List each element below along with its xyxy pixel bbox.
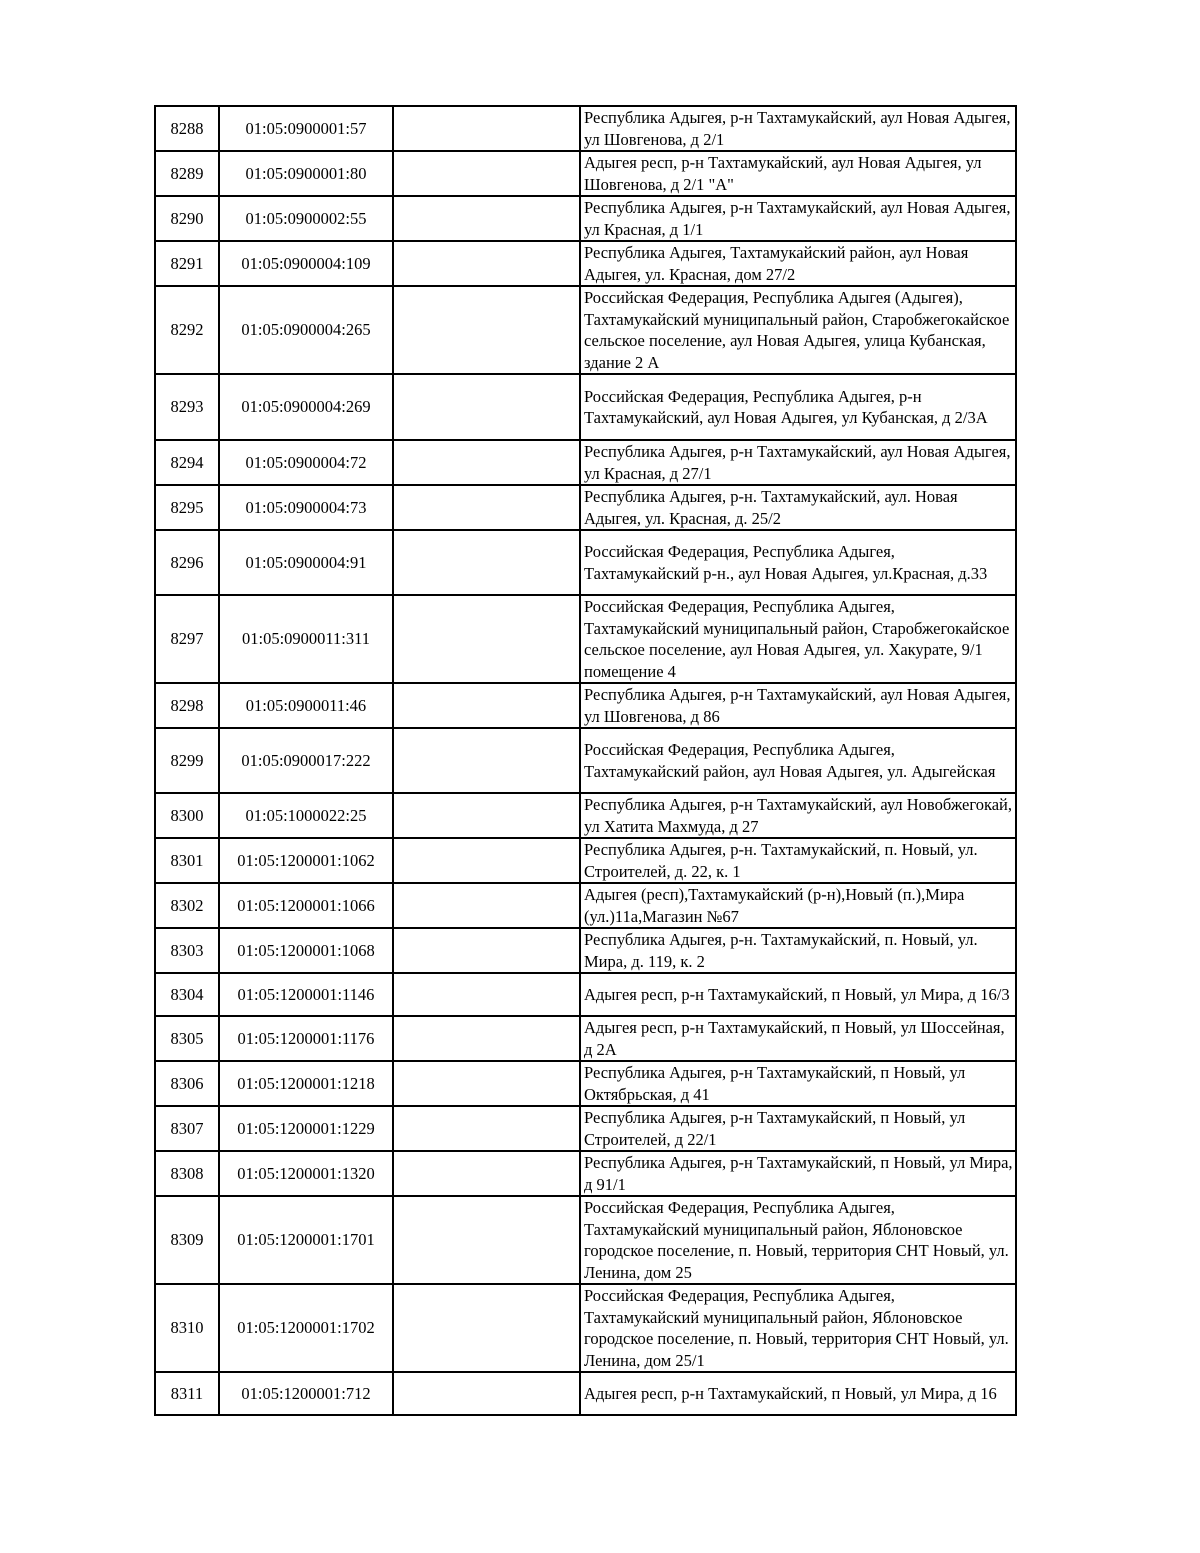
cadastral-number: 01:05:1200001:1320 bbox=[219, 1151, 393, 1196]
cadastral-number: 01:05:1200001:1176 bbox=[219, 1016, 393, 1061]
empty-cell bbox=[393, 1061, 580, 1106]
row-number: 8309 bbox=[155, 1196, 219, 1284]
empty-cell bbox=[393, 728, 580, 793]
row-number: 8302 bbox=[155, 883, 219, 928]
cadastral-number: 01:05:0900004:265 bbox=[219, 286, 393, 374]
cadastral-number: 01:05:0900004:109 bbox=[219, 241, 393, 286]
row-number: 8288 bbox=[155, 106, 219, 151]
cadastral-number: 01:05:1200001:1229 bbox=[219, 1106, 393, 1151]
table-row bbox=[155, 728, 1016, 793]
empty-cell bbox=[393, 485, 580, 530]
empty-cell bbox=[393, 1372, 580, 1415]
address: Республика Адыгея, р-н Тахтамукайский, п Новый, ул Октябрьская, д 41 bbox=[580, 1061, 1016, 1106]
registry-table-body bbox=[155, 106, 1016, 1415]
empty-cell bbox=[393, 374, 580, 440]
table-row bbox=[155, 1151, 1016, 1196]
row-number: 8301 bbox=[155, 838, 219, 883]
row-number: 8296 bbox=[155, 530, 219, 595]
row-number: 8304 bbox=[155, 973, 219, 1016]
cadastral-number: 01:05:1200001:1062 bbox=[219, 838, 393, 883]
empty-cell bbox=[393, 286, 580, 374]
address: Адыгея респ, р-н Тахтамукайский, п Новый, ул Мира, д 16/3 bbox=[580, 973, 1016, 1016]
row-number: 8292 bbox=[155, 286, 219, 374]
table-row bbox=[155, 1061, 1016, 1106]
empty-cell bbox=[393, 196, 580, 241]
address: Адыгея (респ),Тахтамукайский (р-н),Новый (п.),Мира (ул.)11а,Магазин №67 bbox=[580, 883, 1016, 928]
address: Республика Адыгея, р-н Тахтамукайский, аул Новобжегокай, ул Хатита Махмуда, д 27 bbox=[580, 793, 1016, 838]
cadastral-number: 01:05:0900011:46 bbox=[219, 683, 393, 728]
address: Российская Федерация, Республика Адыгея, Тахтамукайский район, аул Новая Адыгея, ул. Адыгейская bbox=[580, 728, 1016, 793]
row-number: 8297 bbox=[155, 595, 219, 683]
empty-cell bbox=[393, 440, 580, 485]
empty-cell bbox=[393, 1284, 580, 1372]
empty-cell bbox=[393, 530, 580, 595]
cadastral-number: 01:05:0900002:55 bbox=[219, 196, 393, 241]
cadastral-number: 01:05:1200001:1066 bbox=[219, 883, 393, 928]
cadastral-number: 01:05:0900004:72 bbox=[219, 440, 393, 485]
table-row bbox=[155, 241, 1016, 286]
empty-cell bbox=[393, 1151, 580, 1196]
address: Республика Адыгея, р-н Тахтамукайский, аул Новая Адыгея, ул Красная, д 27/1 bbox=[580, 440, 1016, 485]
address: Республика Адыгея, р-н Тахтамукайский, аул Новая Адыгея, ул Шовгенова, д 86 bbox=[580, 683, 1016, 728]
address: Российская Федерация, Республика Адыгея, Тахтамукайский р-н., аул Новая Адыгея, ул.Красная, д.33 bbox=[580, 530, 1016, 595]
empty-cell bbox=[393, 928, 580, 973]
empty-cell bbox=[393, 838, 580, 883]
row-number: 8303 bbox=[155, 928, 219, 973]
empty-cell bbox=[393, 683, 580, 728]
address: Адыгея респ, р-н Тахтамукайский, аул Новая Адыгея, ул Шовгенова, д 2/1 "А" bbox=[580, 151, 1016, 196]
table-row bbox=[155, 928, 1016, 973]
empty-cell bbox=[393, 973, 580, 1016]
empty-cell bbox=[393, 151, 580, 196]
table-row bbox=[155, 286, 1016, 374]
table-row bbox=[155, 595, 1016, 683]
cadastral-number: 01:05:1200001:1146 bbox=[219, 973, 393, 1016]
empty-cell bbox=[393, 595, 580, 683]
address: Адыгея респ, р-н Тахтамукайский, п Новый, ул Мира, д 16 bbox=[580, 1372, 1016, 1415]
cadastral-number: 01:05:1200001:1218 bbox=[219, 1061, 393, 1106]
empty-cell bbox=[393, 1106, 580, 1151]
cadastral-number: 01:05:1200001:1701 bbox=[219, 1196, 393, 1284]
row-number: 8311 bbox=[155, 1372, 219, 1415]
cadastral-number: 01:05:1000022:25 bbox=[219, 793, 393, 838]
address: Российская Федерация, Республика Адыгея, Тахтамукайский муниципальный район, Яблоновское городское поселение, п. Новый, территория СНТ Новый, ул. Ленина, дом 25 bbox=[580, 1196, 1016, 1284]
registry-table bbox=[154, 105, 1017, 1416]
address: Республика Адыгея, р-н. Тахтамукайский, п. Новый, ул. Строителей, д. 22, к. 1 bbox=[580, 838, 1016, 883]
table-row bbox=[155, 106, 1016, 151]
address: Республика Адыгея, р-н Тахтамукайский, п Новый, ул Строителей, д 22/1 bbox=[580, 1106, 1016, 1151]
table-row bbox=[155, 1284, 1016, 1372]
empty-cell bbox=[393, 883, 580, 928]
row-number: 8310 bbox=[155, 1284, 219, 1372]
row-number: 8305 bbox=[155, 1016, 219, 1061]
row-number: 8299 bbox=[155, 728, 219, 793]
table-row bbox=[155, 793, 1016, 838]
cadastral-number: 01:05:1200001:712 bbox=[219, 1372, 393, 1415]
address: Российская Федерация, Республика Адыгея, р-н Тахтамукайский, аул Новая Адыгея, ул Кубанская, д 2/3А bbox=[580, 374, 1016, 440]
table-row bbox=[155, 440, 1016, 485]
address: Российская Федерация, Республика Адыгея, Тахтамукайский муниципальный район, Старобжегокайское сельское поселение, аул Новая Адыгея, ул. Хакурате, 9/1 помещение 4 bbox=[580, 595, 1016, 683]
address: Республика Адыгея, р-н. Тахтамукайский, аул. Новая Адыгея, ул. Красная, д. 25/2 bbox=[580, 485, 1016, 530]
address: Республика Адыгея, Тахтамукайский район, аул Новая Адыгея, ул. Красная, дом 27/2 bbox=[580, 241, 1016, 286]
row-number: 8306 bbox=[155, 1061, 219, 1106]
table-row bbox=[155, 374, 1016, 440]
table-row bbox=[155, 485, 1016, 530]
address: Российская Федерация, Республика Адыгея (Адыгея), Тахтамукайский муниципальный район, Старобжегокайское сельское поселение, аул Новая Адыгея, улица Кубанская, здание 2 А bbox=[580, 286, 1016, 374]
row-number: 8291 bbox=[155, 241, 219, 286]
row-number: 8307 bbox=[155, 1106, 219, 1151]
cadastral-number: 01:05:0900017:222 bbox=[219, 728, 393, 793]
row-number: 8294 bbox=[155, 440, 219, 485]
cadastral-number: 01:05:0900001:80 bbox=[219, 151, 393, 196]
table-row bbox=[155, 838, 1016, 883]
row-number: 8308 bbox=[155, 1151, 219, 1196]
cadastral-number: 01:05:0900004:73 bbox=[219, 485, 393, 530]
address: Российская Федерация, Республика Адыгея, Тахтамукайский муниципальный район, Яблоновское городское поселение, п. Новый, территория СНТ Новый, ул. Ленина, дом 25/1 bbox=[580, 1284, 1016, 1372]
row-number: 8300 bbox=[155, 793, 219, 838]
address: Республика Адыгея, р-н Тахтамукайский, п Новый, ул Мира, д 91/1 bbox=[580, 1151, 1016, 1196]
cadastral-number: 01:05:0900004:269 bbox=[219, 374, 393, 440]
empty-cell bbox=[393, 106, 580, 151]
empty-cell bbox=[393, 793, 580, 838]
table-row bbox=[155, 1016, 1016, 1061]
row-number: 8289 bbox=[155, 151, 219, 196]
row-number: 8290 bbox=[155, 196, 219, 241]
address: Адыгея респ, р-н Тахтамукайский, п Новый, ул Шоссейная, д 2А bbox=[580, 1016, 1016, 1061]
address: Республика Адыгея, р-н. Тахтамукайский, п. Новый, ул. Мира, д. 119, к. 2 bbox=[580, 928, 1016, 973]
empty-cell bbox=[393, 1016, 580, 1061]
table-row bbox=[155, 973, 1016, 1016]
cadastral-number: 01:05:0900011:311 bbox=[219, 595, 393, 683]
row-number: 8293 bbox=[155, 374, 219, 440]
cadastral-number: 01:05:1200001:1068 bbox=[219, 928, 393, 973]
table-row bbox=[155, 1196, 1016, 1284]
table-row bbox=[155, 683, 1016, 728]
row-number: 8295 bbox=[155, 485, 219, 530]
cadastral-number: 01:05:0900001:57 bbox=[219, 106, 393, 151]
cadastral-number: 01:05:1200001:1702 bbox=[219, 1284, 393, 1372]
address: Республика Адыгея, р-н Тахтамукайский, аул Новая Адыгея, ул Шовгенова, д 2/1 bbox=[580, 106, 1016, 151]
empty-cell bbox=[393, 1196, 580, 1284]
table-row bbox=[155, 151, 1016, 196]
table-row bbox=[155, 1106, 1016, 1151]
table-row bbox=[155, 530, 1016, 595]
table-row bbox=[155, 1372, 1016, 1415]
address: Республика Адыгея, р-н Тахтамукайский, аул Новая Адыгея, ул Красная, д 1/1 bbox=[580, 196, 1016, 241]
table-row bbox=[155, 196, 1016, 241]
row-number: 8298 bbox=[155, 683, 219, 728]
empty-cell bbox=[393, 241, 580, 286]
cadastral-number: 01:05:0900004:91 bbox=[219, 530, 393, 595]
table-row bbox=[155, 883, 1016, 928]
